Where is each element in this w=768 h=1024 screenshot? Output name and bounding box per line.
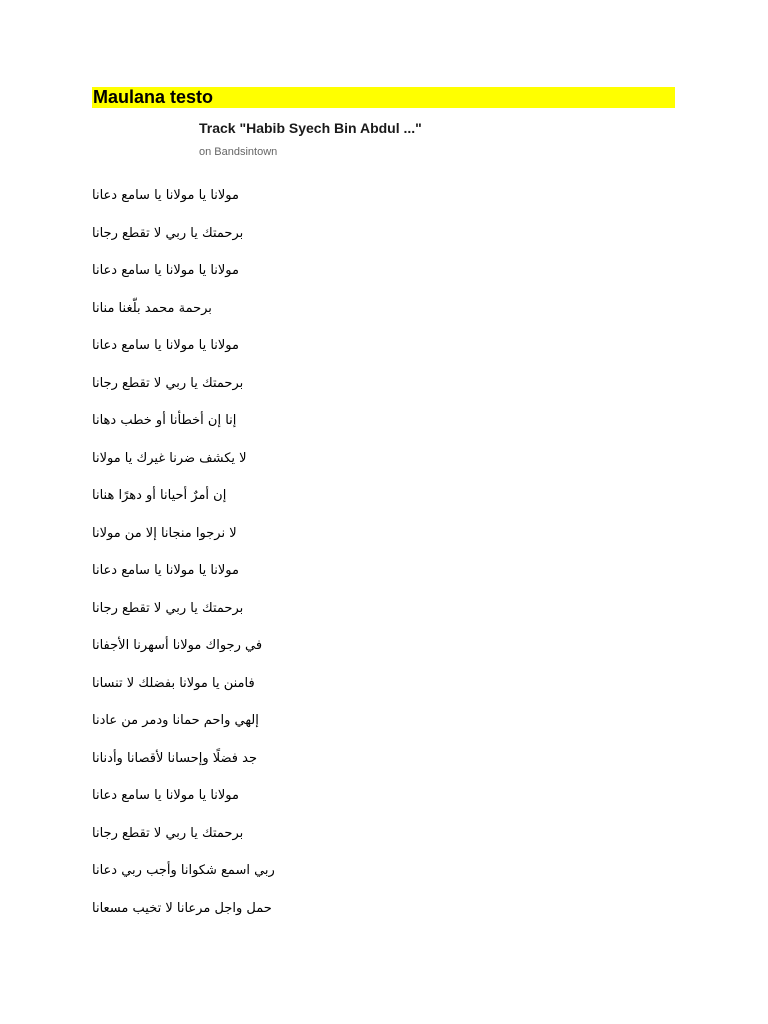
lyric-line: جد فضلًا وإحسانا لأقصانا وأدنانا (92, 750, 257, 766)
lyric-line: لا نرجوا منجانا إلا من مولانا (92, 525, 237, 541)
lyric-line: مولانا يا مولانا يا سامع دعانا (92, 263, 239, 278)
lyric-line: مولانا يا مولانا يا سامع دعانا (92, 188, 239, 203)
lyric-line: مولانا يا مولانا يا سامع دعانا (92, 338, 239, 353)
lyric-line: إنا إن أخطأنا أو خطب دهانا (92, 413, 237, 428)
document-title: Maulana testo (93, 87, 214, 107)
lyric-line: إن أمرٌ أحيانا أو دهرًا هنانا (92, 488, 227, 503)
lyric-line: برحمتك يا ربي لا تقطع رجانا (92, 825, 244, 841)
lyric-line: حمل واجل مرعانا لا تخيب مسعانا (92, 900, 272, 916)
lyric-line: لا يكشف ضرنا غيرك يا مولانا (92, 450, 247, 466)
lyric-line: فامنن يا مولانا بفضلك لا تنسانا (92, 675, 255, 691)
lyric-line: في رجواك مولانا أسهرنا الأجفانا (92, 638, 263, 653)
lyric-line: مولانا يا مولانا يا سامع دعانا (92, 563, 239, 578)
track-link[interactable]: Track "Habib Syech Bin Abdul ..." (199, 120, 422, 136)
lyric-line: برحمتك يا ربي لا تقطع رجانا (92, 600, 244, 616)
lyric-line: برحمة محمد بلّغنا منانا (92, 300, 212, 316)
lyric-line: إلهي واحم حمانا ودمر من عادنا (92, 713, 259, 728)
lyric-line: ربي اسمع شكوانا وأجب ربي دعانا (92, 863, 275, 878)
title-highlight (92, 87, 675, 108)
lyric-line: برحمتك يا ربي لا تقطع رجانا (92, 225, 244, 241)
lyric-line: مولانا يا مولانا يا سامع دعانا (92, 788, 239, 803)
lyric-line: برحمتك يا ربي لا تقطع رجانا (92, 375, 244, 391)
source-label: on Bandsintown (199, 146, 278, 158)
